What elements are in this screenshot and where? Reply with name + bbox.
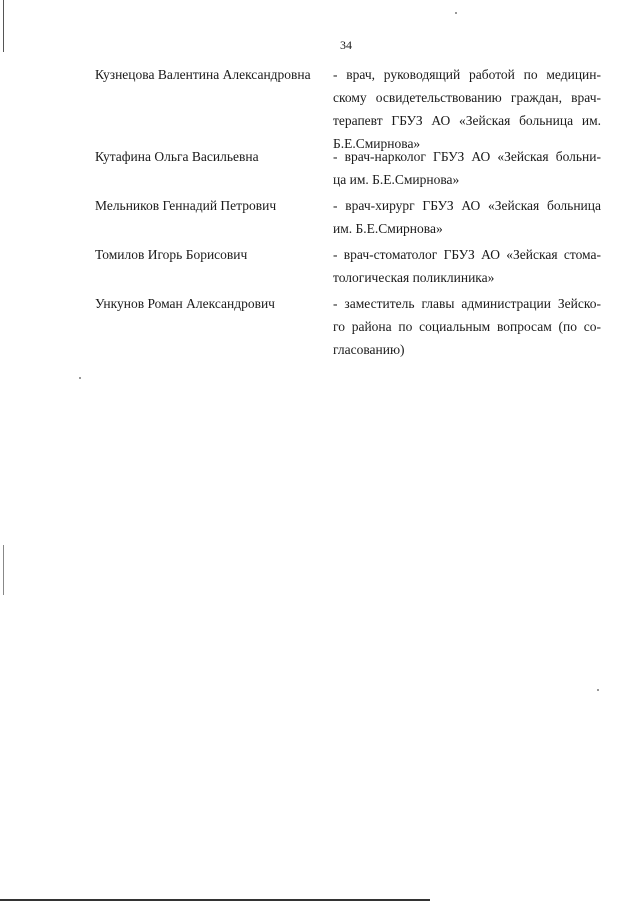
role-line: им. Б.Е.Смирнова» bbox=[333, 221, 443, 236]
member-name: Кузнецова Валентина Александровна bbox=[95, 67, 311, 82]
role-line: скому освидетельствованию граждан, врач- bbox=[333, 90, 601, 105]
member-name: Ункунов Роман Александрович bbox=[95, 296, 275, 311]
role-line: гласованию) bbox=[333, 342, 405, 357]
member-role bbox=[333, 194, 601, 240]
member-role bbox=[333, 292, 601, 361]
member-role bbox=[333, 63, 601, 155]
role-line: Б.Е.Смирнова» bbox=[333, 136, 421, 151]
role-line: тологическая поликлиника» bbox=[333, 270, 495, 285]
role-line: - врач, руководящий работой по медицин- bbox=[333, 67, 601, 82]
scan-edge-mark bbox=[3, 0, 4, 52]
member-role bbox=[333, 145, 601, 191]
member-name: Кутафина Ольга Васильевна bbox=[95, 149, 259, 164]
role-line: - заместитель главы администрации Зейско- bbox=[333, 296, 601, 311]
member-name: Мельников Геннадий Петрович bbox=[95, 198, 277, 213]
scan-bottom-edge bbox=[0, 899, 430, 901]
role-line: терапевт ГБУЗ АО «Зейская больница им. bbox=[333, 113, 601, 128]
member-role bbox=[333, 243, 601, 289]
scan-speck bbox=[597, 689, 599, 691]
role-line: - врач-нарколог ГБУЗ АО «Зейская больни- bbox=[333, 149, 601, 164]
scan-speck bbox=[455, 12, 457, 14]
page-number: 34 bbox=[340, 38, 352, 52]
scan-speck bbox=[79, 377, 81, 379]
scan-edge-mark bbox=[3, 545, 4, 595]
role-line: ца им. Б.Е.Смирнова» bbox=[333, 172, 460, 187]
role-line: го района по социальным вопросам (по со- bbox=[333, 319, 601, 334]
role-line: - врач-хирург ГБУЗ АО «Зейская больница bbox=[333, 198, 601, 213]
role-line: - врач-стоматолог ГБУЗ АО «Зейская стома- bbox=[333, 247, 601, 262]
member-name: Томилов Игорь Борисович bbox=[95, 247, 248, 262]
